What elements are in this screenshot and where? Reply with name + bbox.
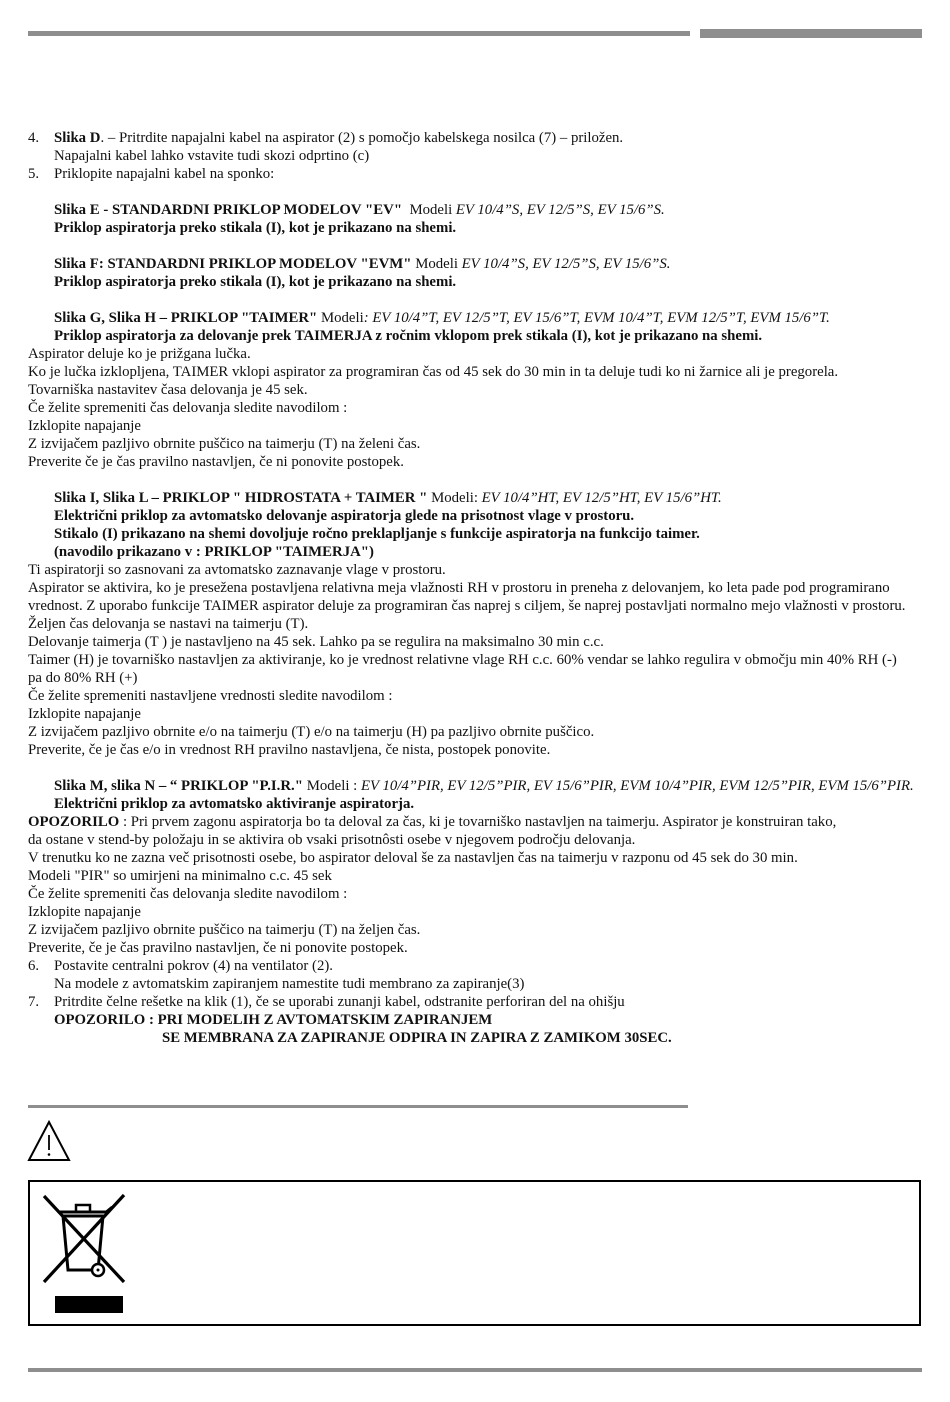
figure-gh-heading-line: [0, 309, 950, 327]
figure-description: [0, 219, 950, 237]
figure-description-text: Električni priklop za avtomatsko delovanje aspiratorja glede na prisotnost vlage v prostoru.: [54, 508, 635, 524]
step-text: Priklopite napajalni kabel na sponko:: [54, 166, 275, 182]
paragraph-line: da ostane v stend-by položaju in se aktivira ob vsaki prisotnôsti osebe v njegovem področju delovanja.: [28, 832, 636, 848]
figure-description-text: Priklop aspiratorja preko stikala (I), kot je prikazano na shemi.: [54, 274, 457, 290]
final-warning-text: SE MEMBRANA ZA ZAPIRANJE ODPIRA IN ZAPIRA Z ZAMIKOM 30SEC.: [162, 1030, 672, 1046]
paragraph-line: V trenutku ko ne zazna več prisotnosti osebe, bo aspirator deloval še za nastavljen čas na taimerju v razponu od 45 sek do 30 min.: [28, 850, 798, 866]
figure-description-text: (navodilo prikazano v : PRIKLOP "TAIMERJA"): [54, 544, 374, 560]
paragraph-line: Izklopite napajanje: [28, 706, 141, 722]
figure-heading: Slika G, Slika H – PRIKLOP "TAIMER": [54, 310, 318, 326]
paragraph-line: Željen čas delovanja se nastavi na taimerju (T).: [28, 616, 309, 632]
warning-label: OPOZORILO: [28, 814, 120, 830]
step-number: 5.: [28, 166, 40, 182]
figure-description-text: Električni priklop za avtomatsko aktiviranje aspiratorja.: [54, 796, 415, 812]
section-divider: [28, 1105, 688, 1108]
figure-description-text: Priklop aspiratorja preko stikala (I), kot je prikazano na shemi.: [54, 220, 457, 236]
paragraph-line: Preverite, če je čas pravilno nastavljen, če ni ponovite postopek.: [28, 940, 408, 956]
figure-il-heading-line: [0, 489, 950, 507]
step-number: 6.: [28, 958, 40, 974]
step-text: Pritrdite čelne rešetke na klik (1), če se uporabi zunanji kabel, odstranite perforiran del na ohišju: [54, 994, 625, 1010]
weee-bar: [55, 1296, 123, 1313]
paragraph-line: Če želite spremeniti čas delovanja sledite navodilom :: [28, 886, 348, 902]
final-warning-text: OPOZORILO : PRI MODELIH Z AVTOMATSKIM ZAPIRANJEM: [54, 1012, 493, 1028]
models-label: Modeli: [320, 310, 364, 326]
figure-description-text: Priklop aspiratorja za delovanje prek TAIMERJA z ročnim vklopom prek stikala (I), kot je prikazano na shemi.: [54, 328, 763, 344]
paragraph-line: Ko je lučka izklopljena, TAIMER vklopi aspirator za programiran čas od 45 sek do 30 min in ta deluje tudi ko ni žarnice ali je pregorela.: [28, 364, 839, 380]
step-7: [0, 993, 950, 1011]
warning-line: [0, 813, 950, 831]
paragraph-line: Aspirator se aktivira, ko je presežena postavljena relativna meja vlažnosti RH v prostoru in preneha z delovanjem, ko leta pade pod programirano: [28, 580, 890, 596]
blank-line: [0, 471, 950, 489]
blank-line: [0, 759, 950, 777]
paragraph-line: Izklopite napajanje: [28, 418, 141, 434]
models-label: Modeli:: [431, 490, 478, 506]
models-label: Modeli: [415, 256, 458, 272]
paragraph-line: Z izvijačem pazljivo obrnite puščico na taimerju (T) na željen čas.: [28, 922, 421, 938]
paragraph-line: pa do 80% RH (+): [28, 670, 138, 686]
paragraph-line: Tovarniška nastavitev časa delovanja je 45 sek.: [28, 382, 308, 398]
step-text: Postavite centralni pokrov (4) na ventilator (2).: [54, 958, 334, 974]
step-note: Na modele z avtomatskim zapiranjem namestite tudi membrano za zapiranje(3): [54, 976, 525, 992]
figure-heading: Slika I, Slika L – PRIKLOP " HIDROSTATA + TAIMER ": [54, 490, 428, 506]
paragraph-line: Z izvijačem pazljivo obrnite e/o na taimerju (T) e/o na taimerju (H) pa pazljivo obrnite puščico.: [28, 724, 595, 740]
paragraph-line: Ti aspiratorji so zasnovani za avtomatsko zaznavanje vlage v prostoru.: [28, 562, 446, 578]
figure-description: [0, 543, 950, 561]
step-6: [0, 957, 950, 975]
figure-f-heading-line: [0, 255, 950, 273]
blank-line: [0, 183, 950, 201]
step-number: 7.: [28, 994, 40, 1010]
paragraph-line: Izklopite napajanje: [28, 904, 141, 920]
models-list: EV 10/4”HT, EV 12/5”HT, EV 15/6”HT.: [481, 490, 722, 506]
paragraph-line: Taimer (H) je tovarniško nastavljen za aktiviranje, ko je vrednost relativne vlage RH c.c. 60% vendar se lahko regulira v območju min 40% RH (-): [28, 652, 897, 668]
instructions-body: [0, 129, 950, 1047]
final-warning-line-2: [0, 1029, 950, 1047]
figure-heading: Slika F: STANDARDNI PRIKLOP MODELOV "EVM": [54, 256, 412, 272]
paragraph-line: Če želite spremeniti nastavljene vrednosti sledite navodilom :: [28, 688, 393, 704]
models-list: EV 10/4”S, EV 12/5”S, EV 15/6”S.: [461, 256, 671, 272]
figure-heading: Slika M, slika N – “ PRIKLOP "P.I.R.": [54, 778, 303, 794]
paragraph-line: Aspirator deluje ko je prižgana lučka.: [28, 346, 251, 362]
figure-description: [0, 327, 950, 345]
paragraph-line: Modeli "PIR" so umirjeni na minimalno c.c. 45 sek: [28, 868, 332, 884]
paragraph-line: Z izvijačem pazljivo obrnite puščico na taimerju (T) na želeni čas.: [28, 436, 421, 452]
warning-text: : Pri prvem zagonu aspiratorja bo ta deloval za čas, ki je tovarniško nastavljen na taimerju. Aspirator je konstruiran tako,: [122, 814, 837, 830]
step-note: Napajalni kabel lahko vstavite tudi skozi odprtino (c): [54, 148, 370, 164]
models-list: EV 10/4”S, EV 12/5”S, EV 15/6”S.: [455, 202, 665, 218]
warning-triangle-icon: [27, 1120, 71, 1163]
header-rule-right: [700, 29, 922, 38]
figure-description: [0, 507, 950, 525]
figure-mn-heading-line: [0, 777, 950, 795]
step-text: . – Pritrdite napajalni kabel na aspirator (2) s pomočjo kabelskega nosilca (7) – priložen.: [100, 130, 624, 146]
figure-reference: Slika D: [54, 130, 101, 146]
step-number: 4.: [28, 130, 40, 146]
paragraph-line: Preverite, če je čas e/o in vrednost RH pravilno nastavljena, če nista, postopek ponovite.: [28, 742, 551, 758]
figure-heading: Slika E - STANDARDNI PRIKLOP MODELOV "EV": [54, 202, 403, 218]
header-rule-left: [28, 31, 690, 36]
step-4: [0, 129, 950, 147]
figure-description: [0, 273, 950, 291]
disposal-notice-box: [28, 1180, 921, 1326]
figure-e-heading-line: [0, 201, 950, 219]
paragraph-line: Preverite če je čas pravilno nastavljen, če ni ponovite postopek.: [28, 454, 404, 470]
models-label: Modeli: [409, 202, 453, 218]
figure-description: [0, 525, 950, 543]
figure-description-text: Stikalo (I) prikazano na shemi dovoljuje ročno preklapljanje s funkcije aspiratorja na funkcijo taimer.: [54, 526, 700, 542]
paragraph-line: vrednost. Z uporabo funkcije TAIMER aspirator deluje za programiran čas naprej s ciljem, še naprej postavljati normalno mejo vlažnosti v prostoru.: [28, 598, 906, 614]
crossed-out-wheelie-bin-icon: [40, 1192, 128, 1288]
blank-line: [0, 291, 950, 309]
figure-description: [0, 795, 950, 813]
models-list: : EV 10/4”T, EV 12/5”T, EV 15/6”T, EVM 10/4”T, EVM 12/5”T, EVM 15/6”T.: [363, 310, 830, 326]
paragraph-line: Če želite spremeniti čas delovanja sledite navodilom :: [28, 400, 348, 416]
paragraph-line: Delovanje taimerja (T ) je nastavljeno na 45 sek. Lahko pa se regulira na maksimalno 30 min c.c.: [28, 634, 604, 650]
final-warning-line-1: [0, 1011, 950, 1029]
blank-line: [0, 237, 950, 255]
models-list: EV 10/4”PIR, EV 12/5”PIR, EV 15/6”PIR, EVM 10/4”PIR, EVM 12/5”PIR, EVM 15/6”PIR.: [360, 778, 914, 794]
footer-rule: [28, 1368, 922, 1372]
step-5: [0, 165, 950, 183]
models-label: Modeli :: [306, 778, 358, 794]
